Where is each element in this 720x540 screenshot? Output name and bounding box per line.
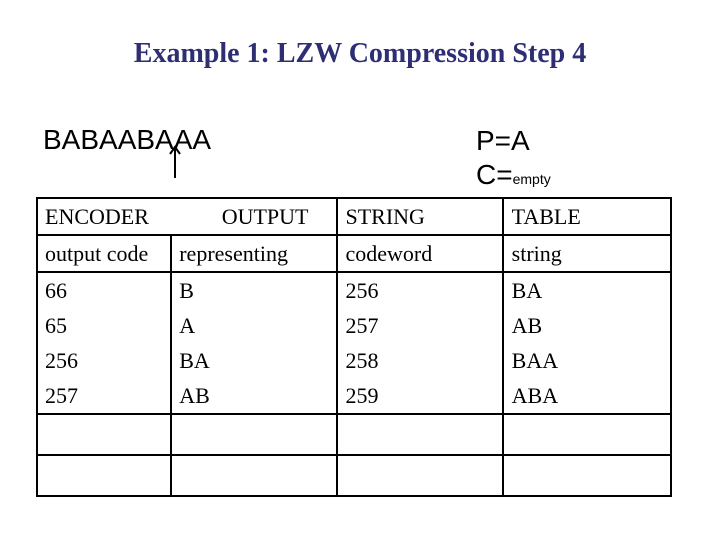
header-output-code: output code <box>37 235 171 272</box>
header-string-col: string <box>503 235 671 272</box>
empty-cell <box>37 455 171 496</box>
table-cell: 257 <box>37 378 171 414</box>
lzw-table <box>36 197 672 497</box>
table-cell: AB <box>503 308 671 343</box>
table-cell: BAA <box>503 343 671 378</box>
p-value: P=A <box>476 125 530 156</box>
c-label: C= <box>476 159 513 190</box>
up-arrow-icon <box>168 144 182 180</box>
empty-cell <box>337 414 502 455</box>
table-cell: 65 <box>37 308 171 343</box>
empty-cell <box>37 414 171 455</box>
header-representing: representing <box>171 235 337 272</box>
table-cell: 257 <box>337 308 502 343</box>
header-encoder: ENCODER <box>37 198 171 235</box>
table-cell: 256 <box>37 343 171 378</box>
empty-row <box>37 414 671 455</box>
table-row <box>37 343 671 378</box>
header-codeword: codeword <box>337 235 502 272</box>
table-cell: BA <box>171 343 337 378</box>
table-cell: A <box>171 308 337 343</box>
table-row <box>37 378 671 414</box>
empty-cell <box>503 455 671 496</box>
table-cell: AB <box>171 378 337 414</box>
header-row-2 <box>37 235 671 272</box>
table-cell: 66 <box>37 272 171 308</box>
empty-cell <box>337 455 502 496</box>
header-output: OUTPUT <box>171 198 337 235</box>
table-cell: BA <box>503 272 671 308</box>
encoder-state <box>476 124 551 196</box>
table-row <box>37 272 671 308</box>
c-empty-label: empty <box>512 171 551 187</box>
input-string: BABAABAAA <box>43 124 212 155</box>
table-cell: 259 <box>337 378 502 414</box>
header-string: STRING <box>337 198 502 235</box>
slide-title: Example 1: LZW Compression Step 4 <box>133 38 587 69</box>
empty-cell <box>503 414 671 455</box>
empty-cell <box>171 455 337 496</box>
table-cell: B <box>171 272 337 308</box>
header-row-1 <box>37 198 671 235</box>
c-value <box>476 158 551 196</box>
empty-row <box>37 455 671 496</box>
table-cell: ABA <box>503 378 671 414</box>
table-row <box>37 308 671 343</box>
empty-cell <box>171 414 337 455</box>
table-cell: 256 <box>337 272 502 308</box>
header-table: TABLE <box>503 198 671 235</box>
table-cell: 258 <box>337 343 502 378</box>
